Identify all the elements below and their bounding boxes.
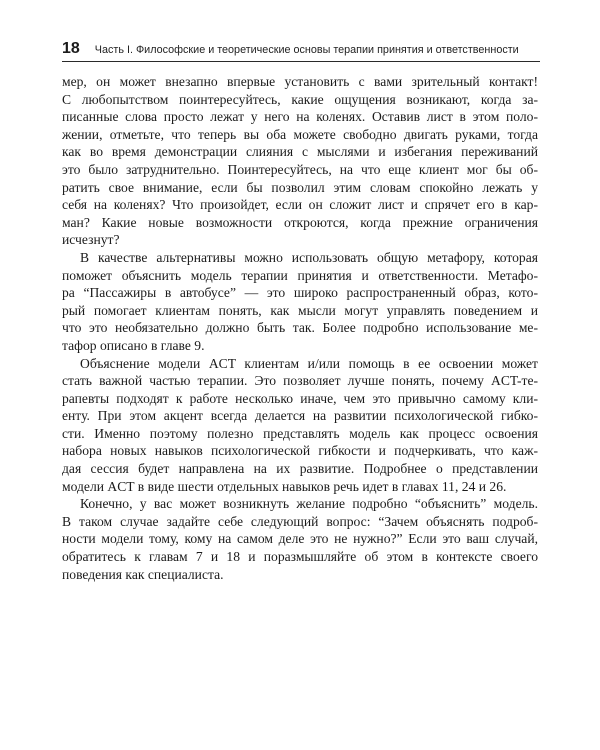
body-line: ратить свое внимание, если бы позволил этим словам спокойно лежать у bbox=[62, 179, 538, 195]
body-line: себя на коленях? Что произойдет, если он сложит лист и спрячет его в кар- bbox=[62, 197, 538, 213]
paragraph bbox=[62, 73, 538, 249]
running-title: Часть I. Философские и теоретические основы терапии принятия и ответственности bbox=[94, 44, 519, 56]
body-line: В качестве альтернативы можно использовать общую метафору, которая bbox=[80, 249, 538, 265]
page-body bbox=[62, 73, 538, 583]
body-line: В таком случае задайте себе следующий вопрос: “Зачем объяснять подроб- bbox=[62, 513, 538, 529]
body-line: рапевты подходят к работе несколько иначе, чем это привычно самому кли- bbox=[62, 390, 538, 406]
body-line: это было затруднительно. Поинтересуйтесь, на что еще клиент мог бы об- bbox=[62, 161, 538, 177]
body-line: рый помогает клиентам понять, как мысли могут управлять поведением и bbox=[62, 302, 538, 318]
page-number: 18 bbox=[62, 40, 80, 57]
body-line: ман? Какие новые возможности откроются, когда прежние ограничения bbox=[62, 214, 538, 230]
paragraph bbox=[62, 495, 538, 583]
body-line: жении, отметьте, что теперь вы оба можете свободно двигать руками, тогда bbox=[62, 126, 538, 142]
body-line: ности модели тому, кому на самом деле это не нужно?” Если это ваш случай, bbox=[62, 531, 538, 547]
body-line: ра “Пассажиры в автобусе” — это широко распространенный образ, кото- bbox=[62, 285, 538, 301]
body-line: что это необязательно должно быть так. Более подробно использование ме- bbox=[62, 320, 538, 336]
body-line: поведения как специалиста. bbox=[62, 566, 224, 582]
body-line: обратитесь к главам 7 и 18 и поразмышляйте об этом в контексте своего bbox=[62, 549, 538, 565]
body-line: исчезнут? bbox=[62, 232, 120, 248]
body-line: стать важной частью терапии. Это позволяет лучше понять, почему ACT-те- bbox=[62, 373, 538, 389]
body-line: Конечно, у вас может возникнуть желание подробно “объяснить” модель. bbox=[80, 496, 538, 512]
body-line: набора новых навыков психологической гибкости и подчеркивать, что каж- bbox=[62, 443, 538, 459]
body-line: сти. Именно поэтому полезно представлять модель как процесс освоения bbox=[62, 425, 538, 441]
paragraph bbox=[62, 355, 538, 496]
body-line: модели ACT в виде шести отдельных навыков речь идет в главах 11, 24 и 26. bbox=[62, 478, 507, 494]
paragraph bbox=[62, 249, 538, 355]
running-header bbox=[62, 39, 540, 62]
body-line: Объяснение модели ACT клиентам и/или помощь в ее освоении может bbox=[80, 355, 538, 371]
body-line: поможет объяснить модель терапии принятия и ответственности. Метафо- bbox=[62, 267, 538, 283]
body-line: енту. При этом акцент всегда делается на развитии психологической гибко- bbox=[62, 408, 538, 424]
body-line: тафор описано в главе 9. bbox=[62, 337, 205, 353]
body-line: мер, он может внезапно впервые установить с вами зрительный контакт! bbox=[62, 74, 538, 89]
body-line: дая сессия будет направлена на их развитие. Подробнее о представлении bbox=[62, 461, 538, 477]
body-line: С любопытством поинтересуйтесь, какие ощущения возникают, когда за- bbox=[62, 91, 538, 107]
body-line: писанные слова просто лежат у него на коленях. Оставив лист в этом поло- bbox=[62, 109, 538, 125]
body-line: как во время демонстрации слияния с мыслями и избегания переживаний bbox=[62, 144, 538, 160]
